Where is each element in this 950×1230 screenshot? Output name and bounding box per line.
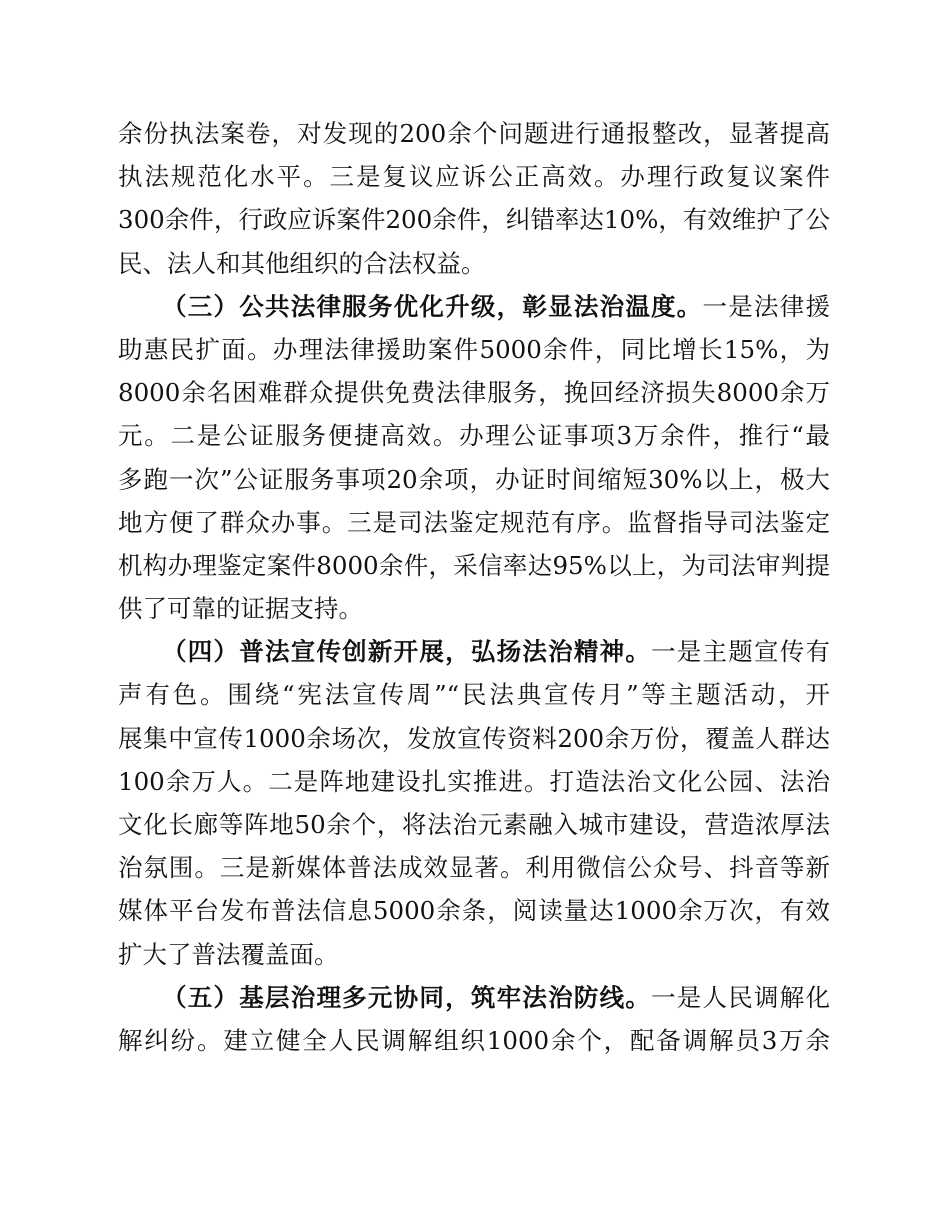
text-line: 展集中宣传1000余场次，发放宣传资料200余万份，覆盖人群达: [118, 723, 830, 753]
text-line: 扩大了普法覆盖面。: [118, 939, 339, 969]
section-heading-rest: 一是人民调解化: [651, 982, 831, 1012]
text-line: 执法规范化水平。三是复议应诉公正高效。办理行政复议案件: [118, 162, 830, 192]
text-line: 地方便了群众办事。三是司法鉴定规范有序。监督指导司法鉴定: [118, 507, 830, 537]
section-heading-rest: 一是法律援: [702, 291, 831, 321]
text-line: 元。二是公证服务便捷高效。办理公证事项3万余件，推行“最: [118, 421, 830, 451]
section-heading-line: [118, 285, 830, 328]
text-line: 供了可靠的证据支持。: [118, 594, 363, 624]
text-line: 解纠纷。建立健全人民调解组织1000余个，配备调解员3万余: [118, 1025, 830, 1055]
section-heading-rest: 一是主题宣传有: [651, 637, 831, 667]
text-line: 余份执法案卷，对发现的200余个问题进行通报整改，显著提高: [118, 119, 830, 148]
text-line: 治氛围。三是新媒体普法成效显著。利用微信公众号、抖音等新: [118, 853, 830, 883]
text-line: 民、法人和其他组织的合法权益。: [118, 248, 486, 278]
text-line: 300余件，行政应诉案件200余件，纠错率达10%，有效维护了公: [118, 205, 830, 235]
text-line: 文化长廊等阵地50余个，将法治元素融入城市建设，营造浓厚法: [118, 810, 830, 839]
body-text: [118, 112, 830, 1062]
text-line: 机构办理鉴定案件8000余件，采信率达95%以上，为司法审判提: [118, 550, 830, 580]
section-heading-line: [118, 630, 830, 673]
text-line: 声有色。围绕“宪法宣传周”“民法典宣传月”等主题活动，开: [118, 680, 830, 710]
section-heading-line: [118, 976, 830, 1019]
section-heading: （三）公共法律服务优化升级，彰显法治温度。: [162, 291, 703, 321]
text-line: 多跑一次”公证服务事项20余项，办证时间缩短30%以上，极大: [118, 464, 830, 494]
text-line: 助惠民扩面。办理法律援助案件5000余件，同比增长15%，为: [118, 334, 830, 364]
text-line: 媒体平台发布普法信息5000余条，阅读量达1000余万次，有效: [118, 896, 830, 926]
section-heading: （五）基层治理多元协同，筑牢法治防线。: [162, 982, 652, 1012]
text-line: 8000余名困难群众提供免费法律服务，挽回经济损失8000余万: [118, 378, 830, 408]
text-line: 100余万人。二是阵地建设扎实推进。打造法治文化公园、法治: [118, 766, 830, 796]
section-heading: （四）普法宣传创新开展，弘扬法治精神。: [162, 637, 652, 667]
